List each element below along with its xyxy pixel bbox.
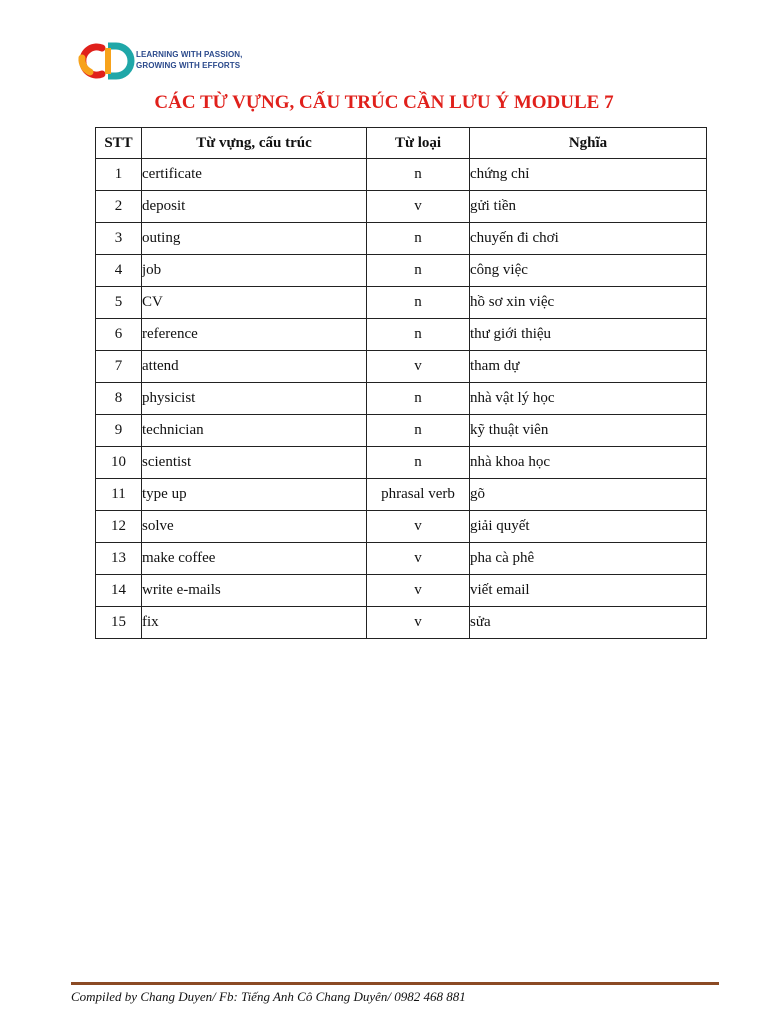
cell-meaning: chứng chỉ xyxy=(470,159,707,191)
cell-word-type: n xyxy=(367,415,470,447)
cell-meaning: công việc xyxy=(470,255,707,287)
table-row xyxy=(96,607,707,639)
table-row xyxy=(96,351,707,383)
cell-word-type: n xyxy=(367,255,470,287)
cell-meaning: nhà vật lý học xyxy=(470,383,707,415)
cell-term: solve xyxy=(142,511,367,543)
cell-term: scientist xyxy=(142,447,367,479)
cell-stt: 8 xyxy=(96,383,142,415)
cell-stt: 15 xyxy=(96,607,142,639)
cell-meaning: viết email xyxy=(470,575,707,607)
table-row xyxy=(96,447,707,479)
cell-term: deposit xyxy=(142,191,367,223)
cell-meaning: pha cà phê xyxy=(470,543,707,575)
cell-term: physicist xyxy=(142,383,367,415)
table-row xyxy=(96,511,707,543)
cell-stt: 14 xyxy=(96,575,142,607)
cell-stt: 13 xyxy=(96,543,142,575)
cell-meaning: gửi tiền xyxy=(470,191,707,223)
cell-meaning: tham dự xyxy=(470,351,707,383)
cell-word-type: n xyxy=(367,383,470,415)
logo-tagline-line1: LEARNING WITH PASSION, xyxy=(136,50,243,59)
footer-credit: Compiled by Chang Duyen/ Fb: Tiếng Anh Cô Chang Duyên/ 0982 468 881 xyxy=(71,989,466,1004)
header-stt: STT xyxy=(96,128,142,159)
logo-tagline xyxy=(136,49,243,71)
cell-meaning: nhà khoa học xyxy=(470,447,707,479)
table-row xyxy=(96,543,707,575)
cell-word-type: v xyxy=(367,511,470,543)
table-body xyxy=(96,159,707,639)
cell-term: job xyxy=(142,255,367,287)
cell-word-type: n xyxy=(367,159,470,191)
cell-stt: 10 xyxy=(96,447,142,479)
cell-stt: 11 xyxy=(96,479,142,511)
cell-meaning: thư giới thiệu xyxy=(470,319,707,351)
cell-word-type: v xyxy=(367,607,470,639)
page-title: CÁC TỪ VỰNG, CẤU TRÚC CẦN LƯU Ý MODULE 7 xyxy=(154,92,614,113)
cell-word-type: v xyxy=(367,543,470,575)
cell-stt: 9 xyxy=(96,415,142,447)
cell-stt: 2 xyxy=(96,191,142,223)
table-header-row xyxy=(96,128,707,159)
logo-d-mark xyxy=(108,46,131,76)
cell-word-type: n xyxy=(367,319,470,351)
header-word-type: Từ loại xyxy=(367,128,470,159)
header-meaning: Nghĩa xyxy=(470,128,707,159)
cell-stt: 4 xyxy=(96,255,142,287)
cell-term: fix xyxy=(142,607,367,639)
cell-meaning: chuyến đi chơi xyxy=(470,223,707,255)
table-row xyxy=(96,159,707,191)
cell-stt: 6 xyxy=(96,319,142,351)
cell-word-type: n xyxy=(367,287,470,319)
cell-stt: 12 xyxy=(96,511,142,543)
table-row xyxy=(96,479,707,511)
cell-meaning: giải quyết xyxy=(470,511,707,543)
table-row xyxy=(96,319,707,351)
cell-stt: 5 xyxy=(96,287,142,319)
cell-word-type: phrasal verb xyxy=(367,479,470,511)
cell-word-type: v xyxy=(367,575,470,607)
cell-stt: 1 xyxy=(96,159,142,191)
cell-word-type: v xyxy=(367,191,470,223)
cell-meaning: hồ sơ xin việc xyxy=(470,287,707,319)
cell-term: certificate xyxy=(142,159,367,191)
cell-stt: 7 xyxy=(96,351,142,383)
table-row xyxy=(96,191,707,223)
cell-word-type: v xyxy=(367,351,470,383)
vocabulary-table xyxy=(95,127,707,639)
cell-term: reference xyxy=(142,319,367,351)
cell-term: attend xyxy=(142,351,367,383)
table-row xyxy=(96,255,707,287)
cell-stt: 3 xyxy=(96,223,142,255)
cell-word-type: n xyxy=(367,223,470,255)
cell-meaning: kỹ thuật viên xyxy=(470,415,707,447)
cell-term: write e-mails xyxy=(142,575,367,607)
footer-rule xyxy=(71,982,719,985)
header-term: Từ vựng, cấu trúc xyxy=(142,128,367,159)
table-row xyxy=(96,575,707,607)
cell-meaning: gõ xyxy=(470,479,707,511)
table-row xyxy=(96,383,707,415)
cell-term: CV xyxy=(142,287,367,319)
table-row xyxy=(96,415,707,447)
cell-term: technician xyxy=(142,415,367,447)
cell-term: outing xyxy=(142,223,367,255)
cell-meaning: sửa xyxy=(470,607,707,639)
logo-tagline-line2: GROWING WITH EFFORTS xyxy=(136,61,241,70)
table-row xyxy=(96,223,707,255)
cell-word-type: n xyxy=(367,447,470,479)
table-row xyxy=(96,287,707,319)
cell-term: make coffee xyxy=(142,543,367,575)
cell-term: type up xyxy=(142,479,367,511)
